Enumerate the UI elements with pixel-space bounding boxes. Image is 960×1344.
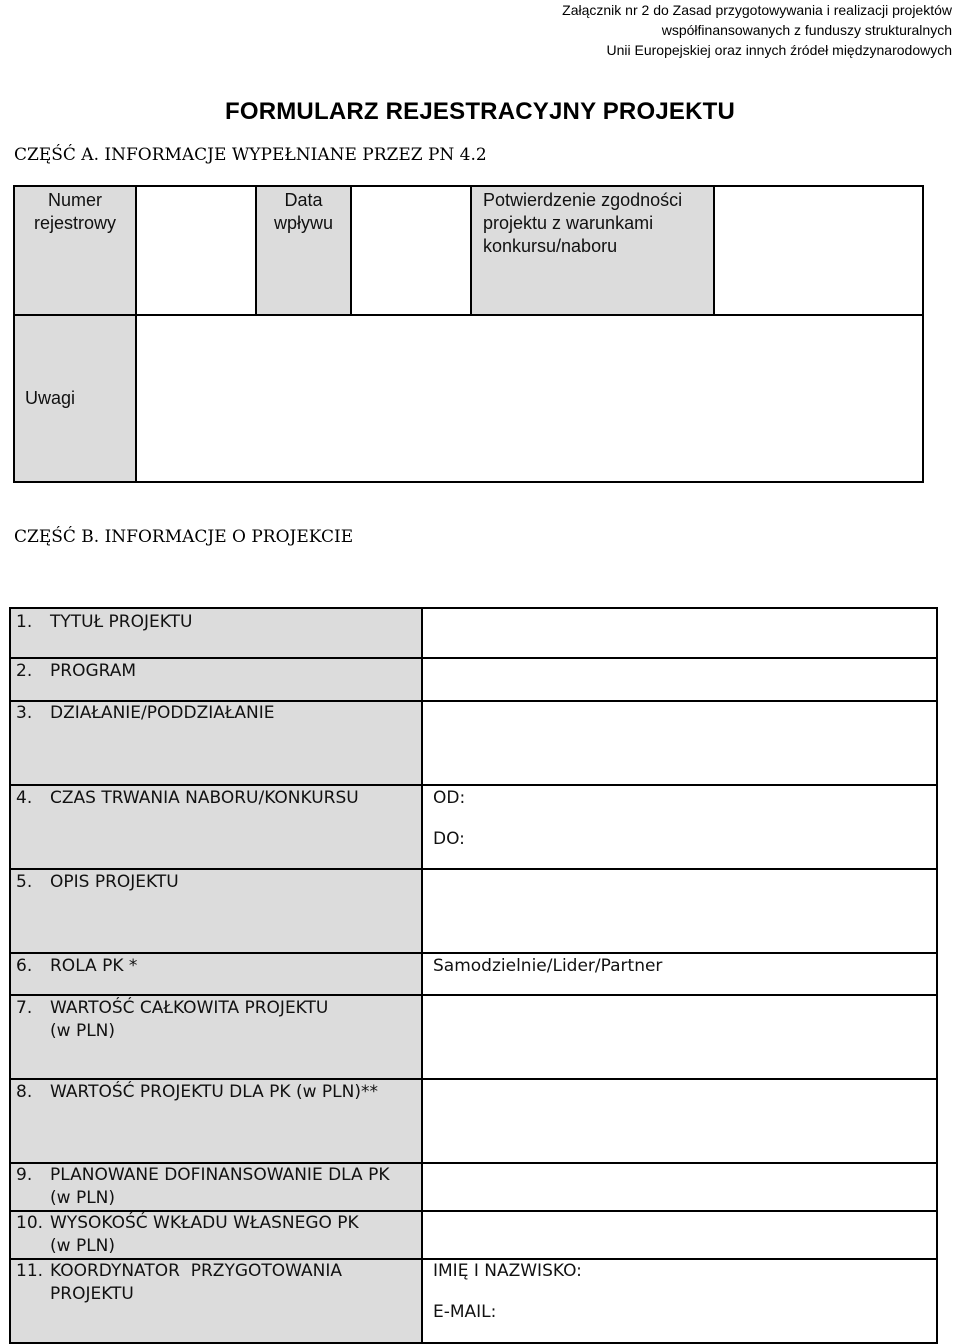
do-label: DO: [433, 829, 465, 849]
item-label-unit: (w PLN) [50, 1236, 116, 1256]
email-label: E-MAIL: [433, 1302, 497, 1322]
data-line-2: wpływu [273, 213, 334, 233]
imie-nazwisko-label: IMIĘ I NAZWISKO: [433, 1261, 582, 1281]
annex-line-1: Załącznik nr 2 do Zasad przygotowywania i realizacji projektów [562, 2, 952, 18]
uwagi-label: Uwagi [14, 315, 136, 482]
item-num: 2. [16, 661, 33, 681]
wartosc-pk-field[interactable] [422, 1079, 937, 1163]
rola-value: Samodzielnie/Lider/Partner [433, 956, 663, 976]
potwierdzenie-label [471, 186, 714, 315]
data-wplywu-label [256, 186, 351, 315]
potwierdzenie-field[interactable] [714, 186, 923, 315]
data-wplywu-field[interactable] [351, 186, 471, 315]
item-label: PROGRAM [50, 661, 137, 681]
czas-trwania-field[interactable] [422, 785, 937, 869]
numer-rejestrowy-field[interactable] [136, 186, 256, 315]
item-wartosc-pk [10, 1079, 422, 1163]
part-a-table [13, 185, 924, 483]
item-num: 6. [16, 956, 33, 976]
numer-line-1: Numer [47, 190, 102, 210]
od-label: OD: [433, 788, 466, 808]
item-opis [10, 869, 422, 953]
item-dzialanie [10, 701, 422, 785]
item-label: WYSOKOŚĆ WKŁADU WŁASNEGO PK [50, 1213, 359, 1233]
program-field[interactable] [422, 658, 937, 701]
item-label: DZIAŁANIE/PODDZIAŁANIE [50, 703, 275, 723]
item-dofinansowanie [10, 1163, 422, 1211]
wartosc-calkowita-field[interactable] [422, 995, 937, 1079]
part-a-heading: CZĘŚĆ A. INFORMACJE WYPEŁNIANE PRZEZ PN 4.2 [14, 145, 487, 165]
wklad-wlasny-field[interactable] [422, 1211, 937, 1259]
item-label: WARTOŚĆ CAŁKOWITA PROJEKTU [50, 998, 329, 1018]
numer-line-2: rejestrowy [33, 213, 117, 233]
potw-line-3: konkursu/naboru [483, 236, 618, 256]
item-label-cont: PROJEKTU [50, 1284, 134, 1304]
dofinansowanie-field[interactable] [422, 1163, 937, 1211]
item-label: PLANOWANE DOFINANSOWANIE DLA PK [50, 1165, 390, 1185]
potw-line-1: Potwierdzenie zgodności [483, 190, 683, 210]
rola-field[interactable] [422, 953, 937, 995]
item-num: 5. [16, 872, 33, 892]
item-label-unit: (w PLN) [50, 1188, 116, 1208]
item-label: TYTUŁ PROJEKTU [50, 612, 193, 632]
annex-line-2: współfinansowanych z funduszy strukturalnych [661, 22, 952, 38]
item-rola [10, 953, 422, 995]
item-czas-trwania [10, 785, 422, 869]
item-num: 1. [16, 612, 33, 632]
item-program [10, 658, 422, 701]
opis-field[interactable] [422, 869, 937, 953]
uwagi-field[interactable] [136, 315, 923, 482]
annex-note [352, 0, 952, 60]
item-label: WARTOŚĆ PROJEKTU DLA PK (w PLN)** [50, 1082, 378, 1102]
item-num: 8. [16, 1082, 33, 1102]
item-wartosc-calkowita [10, 995, 422, 1079]
item-label: ROLA PK * [50, 956, 138, 976]
part-b-table [9, 607, 938, 1344]
item-tytul [10, 608, 422, 658]
item-wklad-wlasny [10, 1211, 422, 1259]
item-koordynator [10, 1259, 422, 1343]
item-num: 11. [16, 1261, 44, 1281]
numer-rejestrowy-label [14, 186, 136, 315]
item-label: OPIS PROJEKTU [50, 872, 179, 892]
item-num: 10. [16, 1213, 44, 1233]
potw-line-2: projektu z warunkami [483, 213, 654, 233]
tytul-field[interactable] [422, 608, 937, 658]
item-label: CZAS TRWANIA NABORU/KONKURSU [50, 788, 359, 808]
koordynator-field[interactable] [422, 1259, 937, 1343]
item-num: 4. [16, 788, 33, 808]
item-label-unit: (w PLN) [50, 1021, 116, 1041]
item-num: 9. [16, 1165, 33, 1185]
item-num: 3. [16, 703, 33, 723]
annex-line-3: Unii Europejskiej oraz innych źródeł międzynarodowych [606, 42, 952, 58]
item-label: KOORDYNATOR PRZYGOTOWANIA [50, 1261, 343, 1281]
dzialanie-field[interactable] [422, 701, 937, 785]
data-line-1: Data [284, 190, 323, 210]
form-title: FORMULARZ REJESTRACYJNY PROJEKTU [224, 98, 735, 125]
item-num: 7. [16, 998, 33, 1018]
part-b-heading: CZĘŚĆ B. INFORMACJE O PROJEKCIE [14, 527, 354, 547]
